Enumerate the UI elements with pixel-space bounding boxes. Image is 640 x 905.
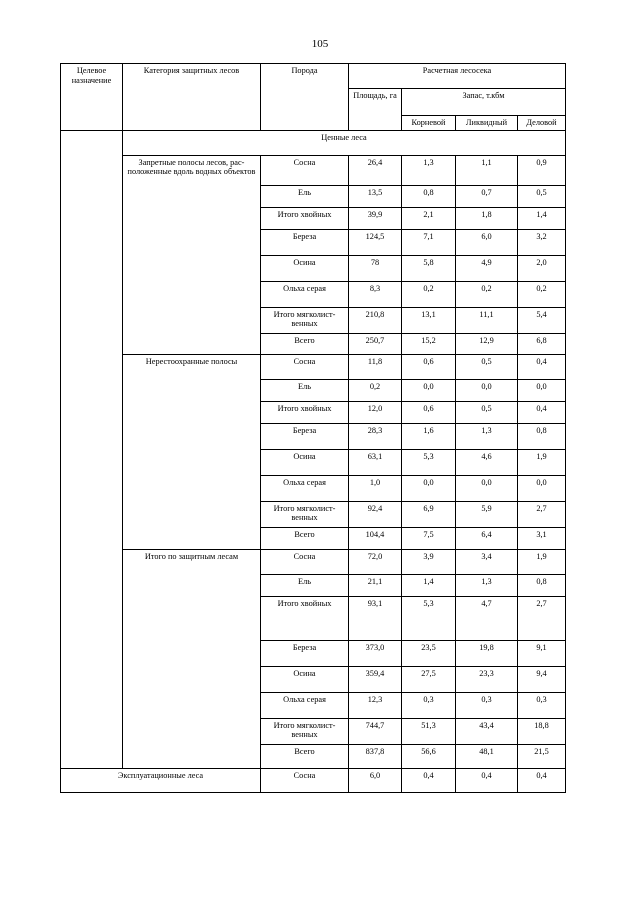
final-row <box>61 768 566 792</box>
header-area: Площадь, га <box>349 89 402 131</box>
species-cell: Береза <box>261 229 349 255</box>
species-cell: Итого хвойных <box>261 596 349 640</box>
liquid-cell: 1,8 <box>456 207 518 229</box>
final-liquid-cell: 0,4 <box>456 768 518 792</box>
root-cell: 23,5 <box>402 640 456 666</box>
root-cell: 5,8 <box>402 255 456 281</box>
business-cell: 3,2 <box>518 229 566 255</box>
purpose-cell <box>61 155 123 354</box>
species-cell: Всего <box>261 744 349 768</box>
header-category: Категория защитных лесов <box>123 64 261 131</box>
species-cell: Ель <box>261 574 349 596</box>
liquid-cell: 0,5 <box>456 401 518 423</box>
liquid-cell: 0,0 <box>456 379 518 401</box>
category-cell: Нерестоохранные полосы <box>123 354 261 549</box>
root-cell: 0,3 <box>402 692 456 718</box>
business-cell: 0,4 <box>518 354 566 379</box>
root-cell: 3,9 <box>402 549 456 574</box>
species-cell: Береза <box>261 423 349 449</box>
species-cell: Ольха серая <box>261 281 349 307</box>
business-cell: 0,3 <box>518 692 566 718</box>
business-cell: 2,7 <box>518 501 566 527</box>
area-cell: 124,5 <box>349 229 402 255</box>
header-business: Деловой <box>518 116 566 131</box>
species-cell: Ель <box>261 185 349 207</box>
area-cell: 28,3 <box>349 423 402 449</box>
purpose-cell <box>61 354 123 549</box>
root-cell: 0,2 <box>402 281 456 307</box>
root-cell: 51,3 <box>402 718 456 744</box>
root-cell: 0,0 <box>402 475 456 501</box>
area-cell: 78 <box>349 255 402 281</box>
liquid-cell: 4,7 <box>456 596 518 640</box>
liquid-cell: 0,0 <box>456 475 518 501</box>
header-row-1 <box>61 64 566 89</box>
business-cell: 0,2 <box>518 281 566 307</box>
final-business-cell: 0,4 <box>518 768 566 792</box>
area-cell: 250,7 <box>349 333 402 354</box>
business-cell: 2,7 <box>518 596 566 640</box>
root-cell: 0,0 <box>402 379 456 401</box>
liquid-cell: 11,1 <box>456 307 518 333</box>
area-cell: 12,3 <box>349 692 402 718</box>
liquid-cell: 19,8 <box>456 640 518 666</box>
liquid-cell: 43,4 <box>456 718 518 744</box>
business-cell: 6,8 <box>518 333 566 354</box>
root-cell: 1,6 <box>402 423 456 449</box>
area-cell: 26,4 <box>349 155 402 185</box>
header-cutting: Расчетная лесосека <box>349 64 566 89</box>
business-cell: 0,0 <box>518 379 566 401</box>
area-cell: 837,8 <box>349 744 402 768</box>
liquid-cell: 0,5 <box>456 354 518 379</box>
species-cell: Береза <box>261 640 349 666</box>
root-cell: 5,3 <box>402 449 456 475</box>
area-cell: 21,1 <box>349 574 402 596</box>
liquid-cell: 4,6 <box>456 449 518 475</box>
species-cell: Ель <box>261 379 349 401</box>
liquid-cell: 6,0 <box>456 229 518 255</box>
business-cell: 2,0 <box>518 255 566 281</box>
forest-cutting-table <box>60 63 566 793</box>
section-row <box>61 130 566 155</box>
section-purpose-cell <box>61 130 123 155</box>
liquid-cell: 4,9 <box>456 255 518 281</box>
species-cell: Итого мягколист-венных <box>261 501 349 527</box>
business-cell: 0,5 <box>518 185 566 207</box>
root-cell: 7,1 <box>402 229 456 255</box>
root-cell: 0,6 <box>402 354 456 379</box>
species-cell: Осина <box>261 255 349 281</box>
liquid-cell: 0,3 <box>456 692 518 718</box>
final-species-cell: Сосна <box>261 768 349 792</box>
root-cell: 1,4 <box>402 574 456 596</box>
species-cell: Итого хвойных <box>261 207 349 229</box>
area-cell: 104,4 <box>349 527 402 549</box>
liquid-cell: 0,2 <box>456 281 518 307</box>
business-cell: 3,1 <box>518 527 566 549</box>
liquid-cell: 1,3 <box>456 423 518 449</box>
business-cell: 0,0 <box>518 475 566 501</box>
business-cell: 18,8 <box>518 718 566 744</box>
species-cell: Итого мягколист-венных <box>261 718 349 744</box>
table-row <box>61 549 566 574</box>
liquid-cell: 1,1 <box>456 155 518 185</box>
species-cell: Сосна <box>261 549 349 574</box>
liquid-cell: 23,3 <box>456 666 518 692</box>
root-cell: 7,5 <box>402 527 456 549</box>
business-cell: 1,4 <box>518 207 566 229</box>
species-cell: Осина <box>261 666 349 692</box>
species-cell: Всего <box>261 527 349 549</box>
category-cell: Итого по защитным лесам <box>123 549 261 768</box>
species-cell: Ольха серая <box>261 475 349 501</box>
area-cell: 39,9 <box>349 207 402 229</box>
business-cell: 1,9 <box>518 549 566 574</box>
page-number: 105 <box>311 38 329 50</box>
liquid-cell: 3,4 <box>456 549 518 574</box>
business-cell: 0,8 <box>518 574 566 596</box>
root-cell: 5,3 <box>402 596 456 640</box>
species-cell: Итого мягколист-венных <box>261 307 349 333</box>
area-cell: 12,0 <box>349 401 402 423</box>
species-cell: Сосна <box>261 354 349 379</box>
root-cell: 0,8 <box>402 185 456 207</box>
business-cell: 21,5 <box>518 744 566 768</box>
final-root-cell: 0,4 <box>402 768 456 792</box>
root-cell: 15,2 <box>402 333 456 354</box>
header-liquid: Ликвидный <box>456 116 518 131</box>
area-cell: 1,0 <box>349 475 402 501</box>
species-cell: Итого хвойных <box>261 401 349 423</box>
header-purpose: Целевое назначение <box>61 64 123 131</box>
area-cell: 8,3 <box>349 281 402 307</box>
liquid-cell: 5,9 <box>456 501 518 527</box>
area-cell: 373,0 <box>349 640 402 666</box>
root-cell: 1,3 <box>402 155 456 185</box>
root-cell: 0,6 <box>402 401 456 423</box>
business-cell: 0,4 <box>518 401 566 423</box>
liquid-cell: 12,9 <box>456 333 518 354</box>
liquid-cell: 0,7 <box>456 185 518 207</box>
header-species: Порода <box>261 64 349 131</box>
liquid-cell: 1,3 <box>456 574 518 596</box>
root-cell: 56,6 <box>402 744 456 768</box>
area-cell: 744,7 <box>349 718 402 744</box>
species-cell: Ольха серая <box>261 692 349 718</box>
species-cell: Сосна <box>261 155 349 185</box>
area-cell: 210,8 <box>349 307 402 333</box>
business-cell: 5,4 <box>518 307 566 333</box>
area-cell: 11,8 <box>349 354 402 379</box>
section-title: Ценные леса <box>123 130 566 155</box>
header-stock: Запас, т.кбм <box>402 89 566 116</box>
area-cell: 13,5 <box>349 185 402 207</box>
business-cell: 9,4 <box>518 666 566 692</box>
category-cell: Запретные полосы лесов, рас-положенные вдоль водных объектов <box>123 155 261 354</box>
business-cell: 0,9 <box>518 155 566 185</box>
area-cell: 72,0 <box>349 549 402 574</box>
area-cell: 92,4 <box>349 501 402 527</box>
business-cell: 1,9 <box>518 449 566 475</box>
business-cell: 0,8 <box>518 423 566 449</box>
species-cell: Осина <box>261 449 349 475</box>
root-cell: 2,1 <box>402 207 456 229</box>
business-cell: 9,1 <box>518 640 566 666</box>
area-cell: 63,1 <box>349 449 402 475</box>
liquid-cell: 48,1 <box>456 744 518 768</box>
area-cell: 0,2 <box>349 379 402 401</box>
final-area-cell: 6,0 <box>349 768 402 792</box>
header-root: Корневой <box>402 116 456 131</box>
root-cell: 27,5 <box>402 666 456 692</box>
final-purpose-cell: Эксплуатационные леса <box>61 768 261 792</box>
species-cell: Всего <box>261 333 349 354</box>
area-cell: 359,4 <box>349 666 402 692</box>
table-row <box>61 354 566 379</box>
liquid-cell: 6,4 <box>456 527 518 549</box>
root-cell: 6,9 <box>402 501 456 527</box>
area-cell: 93,1 <box>349 596 402 640</box>
root-cell: 13,1 <box>402 307 456 333</box>
table-row <box>61 155 566 185</box>
purpose-cell <box>61 549 123 768</box>
